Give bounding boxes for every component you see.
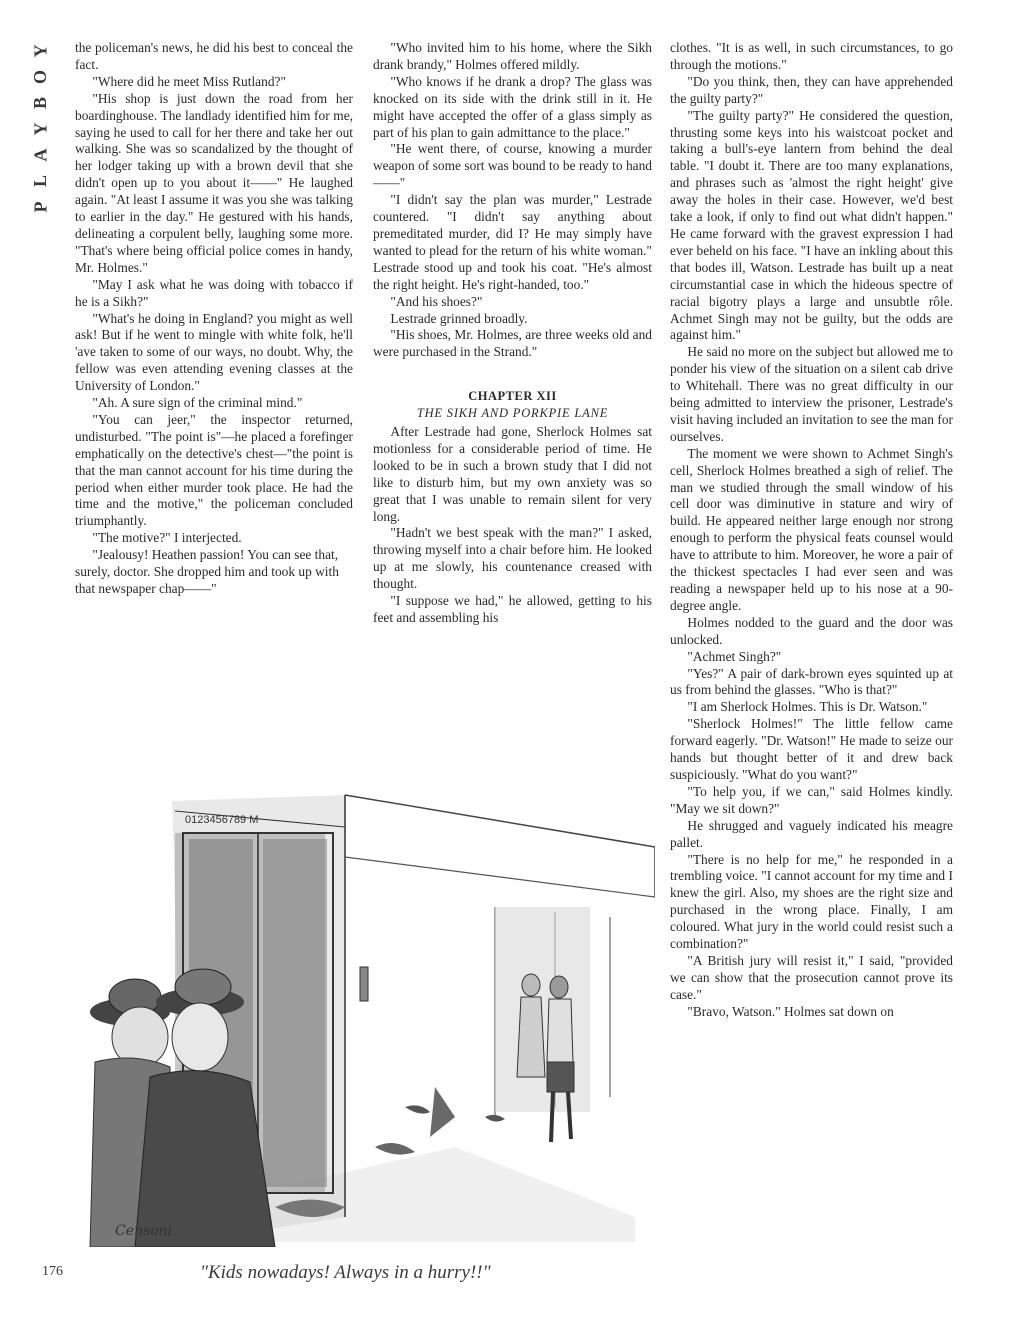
magazine-letter: A xyxy=(30,148,50,162)
paragraph: "There is no help for me," he responded in a trembling voice. "I cannot account for my time and I knew the girl. Also, my shoes are the right size and purchased in the wrong place. Finally, I am coloured. What jury in the world could resist such a combination?" xyxy=(670,851,953,952)
paragraph: "To help you, if we can," said Holmes kindly. "May we sit down?" xyxy=(670,783,953,816)
paragraph: "The guilty party?" He considered the question, thrusting some keys into his waistcoat pocket and taking a bull's-eye lantern from behind the deal table. "I doubt it. There are too many explanations, and phrases such as 'almost the right height' give away the holes in their case. However, we'd best take a look, if only to find out what didn't happen." He came forward with the gravest expression I had ever beheld on his face. "I have an inkling about this that bodes ill, Watson. Lestrade has built up a neat circumstantial case in which the hideous spectre of racial bigotry plays a large and unsubtle rôle. Achmet Singh may not be guilty, but the odds are against him." xyxy=(670,107,953,343)
paragraph: "Achmet Singh?" xyxy=(687,648,782,664)
text-column-1 xyxy=(75,40,353,598)
cartoon-illustration xyxy=(75,787,655,1247)
paragraph: clothes. "It is as well, in such circumstances, to go through the motions." xyxy=(670,40,953,72)
paragraph: "The motive?" I interjected. xyxy=(92,530,242,546)
chapter-heading: CHAPTER XII xyxy=(468,389,557,404)
paragraph: "Who invited him to his home, where the Sikh drank brandy," Holmes offered mildly. xyxy=(373,40,652,72)
paragraph: "Who knows if he drank a drop? The glass was knocked on its side with the drink still in it. He might have accepted the offer of a glass simply as part of his plan to gain admittance to the place." xyxy=(373,73,652,140)
paragraph: "May I ask what he was doing with tobacco if he is a Sikh?" xyxy=(75,276,353,309)
floor-indicator: 0123456789 M xyxy=(185,814,259,826)
paragraph: After Lestrade had gone, Sherlock Holmes sat motionless for a considerable period of time. He looked to be in such a brown study that I did not like to disturb him, but my own anxiety was so great that I was unable to remain silent for very long. xyxy=(373,424,652,524)
magazine-name-vertical xyxy=(28,38,52,220)
paragraph: "And his shoes?" xyxy=(390,293,483,309)
paragraph: He said no more on the subject but allowed me to ponder his view of the situation on a silent cab drive to Whitehall. There was no great difficulty in our being admitted to interview the prisoner, Lestrade's visit having included an invitation to see the man for ourselves. xyxy=(670,344,953,444)
paragraph: "Bravo, Watson." Holmes sat down on xyxy=(687,1003,894,1019)
paragraph: "Ah. A sure sign of the criminal mind." xyxy=(92,395,303,411)
paragraph: "What's he doing in England? you might as well ask! But if he went to mingle with white folk, he'll 'ave taken to some of our ways, no doubt. Why, the fellow was even attending evening classes at the University of London." xyxy=(75,310,353,394)
paragraph: "Jealousy! Heathen passion! You can see that, surely, doctor. She dropped him and took up with that newspaper chap——" xyxy=(75,547,339,596)
paragraph: the policeman's news, he did his best to conceal the fact. xyxy=(75,40,353,72)
paragraph: "You can jeer," the inspector returned, undisturbed. "The point is"—he placed a forefinger emphatically on the detective's chest—"the point is that the man cannot account for his time during the period when either murder took place. He had the time and the motive," the policeman concluded triumphantly. xyxy=(75,411,353,529)
cartoon-caption: "Kids nowadays! Always in a hurry!!" xyxy=(200,1262,491,1283)
paragraph: "His shoes, Mr. Holmes, are three weeks old and were purchased in the Strand." xyxy=(373,327,652,360)
paragraph: "He went there, of course, knowing a murder weapon of some sort was bound to be ready to hand——" xyxy=(373,141,652,191)
magazine-letter: O xyxy=(29,69,50,85)
paragraph: "I suppose we had," he allowed, getting to his feet and assembling his xyxy=(373,593,652,625)
magazine-letter: Y xyxy=(30,44,50,58)
paragraph: "Do you think, then, they can have apprehended the guilty party?" xyxy=(670,73,953,106)
magazine-letter: B xyxy=(29,96,50,110)
paragraph: "I am Sherlock Holmes. This is Dr. Watson." xyxy=(687,699,928,715)
paragraph: Lestrade grinned broadly. xyxy=(390,310,528,326)
text-column-3 xyxy=(670,40,953,1021)
text-column-2 xyxy=(373,40,652,627)
paragraph: "I didn't say the plan was murder," Lestrade countered. "I didn't say anything about premeditated murder, did I? He may simply have wanted to plead for the return of his white woman." Lestrade stood up and took his coat. "He's almost the right height. He's right-handed, too." xyxy=(373,192,652,292)
magazine-letter: Y xyxy=(30,122,50,136)
magazine-letter: P xyxy=(30,201,50,213)
paragraph: "His shop is just down the road from her boardinghouse. The landlady identified him for me, saying he used to call for her there and take her out walking. She was so scandalized by the thought of her lodger taking up with a brown devil that she didn't open up to you about it——" He laughed again. "At least I assume it was you she was talking to earlier in the day." He gestured with his hands, delineating a corpulent belly, laughing some more. "That's where being official police comes in handy, Mr. Holmes." xyxy=(75,90,353,275)
paragraph: "Sherlock Holmes!" The little fellow came forward eagerly. "Dr. Watson!" He made to seize our hands but thought better of it and drew back suspiciously. "What do you want?" xyxy=(670,716,953,782)
paragraph: He shrugged and vaguely indicated his meagre pallet. xyxy=(670,817,953,850)
page-number: 176 xyxy=(42,1264,63,1279)
artist-signature: Censoni xyxy=(115,1223,173,1239)
paragraph: "Hadn't we best speak with the man?" I asked, throwing myself into a chair before him. He looked up at me slowly, his countenance creased with thought. xyxy=(373,525,652,592)
paragraph: Holmes nodded to the guard and the door was unlocked. xyxy=(670,614,953,647)
magazine-letter: L xyxy=(29,174,50,188)
paragraph: "Yes?" A pair of dark-brown eyes squinted up at us from behind the glasses. "Who is that?" xyxy=(670,665,953,698)
paragraph: "A British jury will resist it," I said, "provided we can show that the prosecution cannot prove its case." xyxy=(670,952,953,1002)
chapter-subtitle: THE SIKH AND PORKPIE LANE xyxy=(416,406,609,421)
paragraph: "Where did he meet Miss Rutland?" xyxy=(92,73,286,89)
paragraph: The moment we were shown to Achmet Singh's cell, Sherlock Holmes breathed a sigh of relief. The man we studied through the small window of his cell door was diminutive in stature and wiry of build. He appeared neither large enough nor strong enough to perform the physical feats counsel would have to attribute to him. Moreover, he wore a pair of the thickest spectacles I had ever seen and was reading a newspaper held up to his nose at a 90-degree angle. xyxy=(670,445,953,613)
